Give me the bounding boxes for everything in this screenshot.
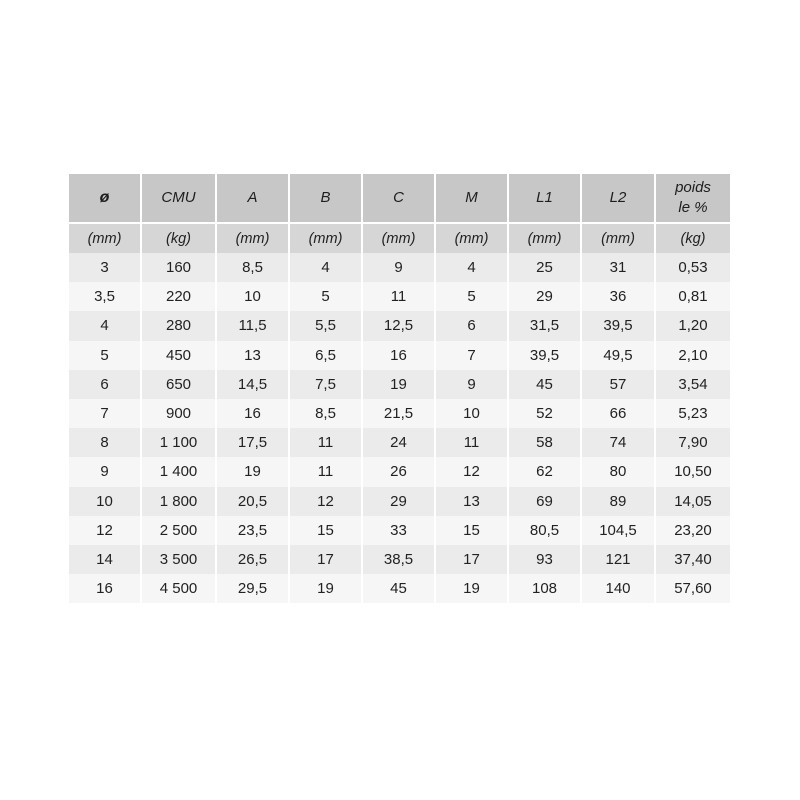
table-cell: 16 bbox=[362, 341, 435, 370]
table-cell: 12 bbox=[435, 457, 508, 486]
header-cell-c: C bbox=[362, 174, 435, 223]
table-cell: 45 bbox=[508, 370, 581, 399]
unit-cell: (mm) bbox=[289, 223, 362, 253]
table-cell: 3,5 bbox=[69, 282, 141, 311]
header-row bbox=[69, 174, 730, 223]
unit-cell: (mm) bbox=[581, 223, 655, 253]
table-cell: 7 bbox=[435, 341, 508, 370]
table-cell: 140 bbox=[581, 574, 655, 603]
table-cell: 31,5 bbox=[508, 311, 581, 340]
table-cell: 37,40 bbox=[655, 545, 730, 574]
table-cell: 11 bbox=[435, 428, 508, 457]
table-cell: 5,5 bbox=[289, 311, 362, 340]
table-cell: 104,5 bbox=[581, 516, 655, 545]
table-cell: 8,5 bbox=[289, 399, 362, 428]
table-cell: 20,5 bbox=[216, 487, 289, 516]
table-row bbox=[69, 487, 730, 516]
table-cell: 33 bbox=[362, 516, 435, 545]
table-cell: 36 bbox=[581, 282, 655, 311]
header-cell-b: B bbox=[289, 174, 362, 223]
header-weight-line1: poids bbox=[675, 179, 711, 196]
table-cell: 4 500 bbox=[141, 574, 216, 603]
table-cell: 17,5 bbox=[216, 428, 289, 457]
table-cell: 4 bbox=[435, 253, 508, 282]
table-cell: 160 bbox=[141, 253, 216, 282]
table-cell: 11 bbox=[289, 428, 362, 457]
table-row bbox=[69, 399, 730, 428]
table-cell: 17 bbox=[435, 545, 508, 574]
table-cell: 1,20 bbox=[655, 311, 730, 340]
table-cell: 6,5 bbox=[289, 341, 362, 370]
table-cell: 80 bbox=[581, 457, 655, 486]
unit-cell: (mm) bbox=[216, 223, 289, 253]
header-cell-diameter: ø bbox=[69, 174, 141, 223]
table-cell: 9 bbox=[362, 253, 435, 282]
table-cell: 6 bbox=[435, 311, 508, 340]
table-cell: 57 bbox=[581, 370, 655, 399]
table-cell: 7 bbox=[69, 399, 141, 428]
table-cell: 280 bbox=[141, 311, 216, 340]
table-cell: 0,53 bbox=[655, 253, 730, 282]
table-cell: 23,20 bbox=[655, 516, 730, 545]
table-cell: 25 bbox=[508, 253, 581, 282]
table-cell: 52 bbox=[508, 399, 581, 428]
table-cell: 10 bbox=[435, 399, 508, 428]
unit-cell: (mm) bbox=[69, 223, 141, 253]
table-cell: 29 bbox=[362, 487, 435, 516]
header-cell-l2: L2 bbox=[581, 174, 655, 223]
unit-cell: (mm) bbox=[435, 223, 508, 253]
table-cell: 23,5 bbox=[216, 516, 289, 545]
table-cell: 39,5 bbox=[508, 341, 581, 370]
table-cell: 900 bbox=[141, 399, 216, 428]
header-cell-a: A bbox=[216, 174, 289, 223]
table-cell: 39,5 bbox=[581, 311, 655, 340]
table-cell: 13 bbox=[435, 487, 508, 516]
table-cell: 93 bbox=[508, 545, 581, 574]
table-cell: 57,60 bbox=[655, 574, 730, 603]
table-cell: 8 bbox=[69, 428, 141, 457]
table-cell: 121 bbox=[581, 545, 655, 574]
table-cell: 12 bbox=[69, 516, 141, 545]
table-cell: 2 500 bbox=[141, 516, 216, 545]
unit-cell: (kg) bbox=[141, 223, 216, 253]
table-cell: 29,5 bbox=[216, 574, 289, 603]
table-cell: 11 bbox=[289, 457, 362, 486]
table-cell: 4 bbox=[69, 311, 141, 340]
table-cell: 10 bbox=[216, 282, 289, 311]
table-cell: 19 bbox=[216, 457, 289, 486]
table-cell: 6 bbox=[69, 370, 141, 399]
table-row bbox=[69, 516, 730, 545]
table-cell: 11,5 bbox=[216, 311, 289, 340]
table-cell: 58 bbox=[508, 428, 581, 457]
table-cell: 5 bbox=[69, 341, 141, 370]
table-row bbox=[69, 370, 730, 399]
data-body bbox=[69, 253, 730, 603]
table-row bbox=[69, 574, 730, 603]
unit-cell: (kg) bbox=[655, 223, 730, 253]
spec-table bbox=[69, 174, 730, 603]
table-cell: 62 bbox=[508, 457, 581, 486]
table-cell: 45 bbox=[362, 574, 435, 603]
table-cell: 7,5 bbox=[289, 370, 362, 399]
table-cell: 5,23 bbox=[655, 399, 730, 428]
table-cell: 89 bbox=[581, 487, 655, 516]
table-row bbox=[69, 311, 730, 340]
table-cell: 19 bbox=[289, 574, 362, 603]
table-row bbox=[69, 545, 730, 574]
table-cell: 108 bbox=[508, 574, 581, 603]
table-cell: 7,90 bbox=[655, 428, 730, 457]
header-weight-line2: le % bbox=[678, 199, 708, 216]
header-cell-m: M bbox=[435, 174, 508, 223]
table-cell: 9 bbox=[69, 457, 141, 486]
table-cell: 19 bbox=[362, 370, 435, 399]
table-cell: 66 bbox=[581, 399, 655, 428]
table-cell: 1 800 bbox=[141, 487, 216, 516]
table-cell: 49,5 bbox=[581, 341, 655, 370]
table-cell: 220 bbox=[141, 282, 216, 311]
table-cell: 10,50 bbox=[655, 457, 730, 486]
table-row bbox=[69, 457, 730, 486]
table-cell: 450 bbox=[141, 341, 216, 370]
table-cell: 14 bbox=[69, 545, 141, 574]
table-cell: 14,05 bbox=[655, 487, 730, 516]
table-cell: 3,54 bbox=[655, 370, 730, 399]
table-cell: 5 bbox=[435, 282, 508, 311]
table-cell: 8,5 bbox=[216, 253, 289, 282]
table-cell: 17 bbox=[289, 545, 362, 574]
table-cell: 13 bbox=[216, 341, 289, 370]
table-cell: 5 bbox=[289, 282, 362, 311]
table-row bbox=[69, 253, 730, 282]
table-cell: 15 bbox=[289, 516, 362, 545]
table-cell: 3 bbox=[69, 253, 141, 282]
table-cell: 3 500 bbox=[141, 545, 216, 574]
table-cell: 12,5 bbox=[362, 311, 435, 340]
table-cell: 24 bbox=[362, 428, 435, 457]
table-cell: 15 bbox=[435, 516, 508, 545]
unit-cell: (mm) bbox=[508, 223, 581, 253]
table-cell: 69 bbox=[508, 487, 581, 516]
table-cell: 74 bbox=[581, 428, 655, 457]
header-cell-l1: L1 bbox=[508, 174, 581, 223]
table-cell: 2,10 bbox=[655, 341, 730, 370]
table-cell: 29 bbox=[508, 282, 581, 311]
table-cell: 12 bbox=[289, 487, 362, 516]
header-cell-weight bbox=[655, 174, 730, 223]
table-cell: 16 bbox=[216, 399, 289, 428]
table-cell: 9 bbox=[435, 370, 508, 399]
header-cell-cmu: CMU bbox=[141, 174, 216, 223]
unit-row bbox=[69, 223, 730, 253]
table-cell: 4 bbox=[289, 253, 362, 282]
table-cell: 650 bbox=[141, 370, 216, 399]
table-cell: 0,81 bbox=[655, 282, 730, 311]
table-row bbox=[69, 428, 730, 457]
table-cell: 38,5 bbox=[362, 545, 435, 574]
table-cell: 21,5 bbox=[362, 399, 435, 428]
table-cell: 10 bbox=[69, 487, 141, 516]
table-row bbox=[69, 341, 730, 370]
table-cell: 19 bbox=[435, 574, 508, 603]
table-row bbox=[69, 282, 730, 311]
table-cell: 26,5 bbox=[216, 545, 289, 574]
table-cell: 1 400 bbox=[141, 457, 216, 486]
table-cell: 14,5 bbox=[216, 370, 289, 399]
table-cell: 31 bbox=[581, 253, 655, 282]
table-cell: 80,5 bbox=[508, 516, 581, 545]
table-cell: 26 bbox=[362, 457, 435, 486]
table-cell: 11 bbox=[362, 282, 435, 311]
unit-cell: (mm) bbox=[362, 223, 435, 253]
table-cell: 1 100 bbox=[141, 428, 216, 457]
table-cell: 16 bbox=[69, 574, 141, 603]
